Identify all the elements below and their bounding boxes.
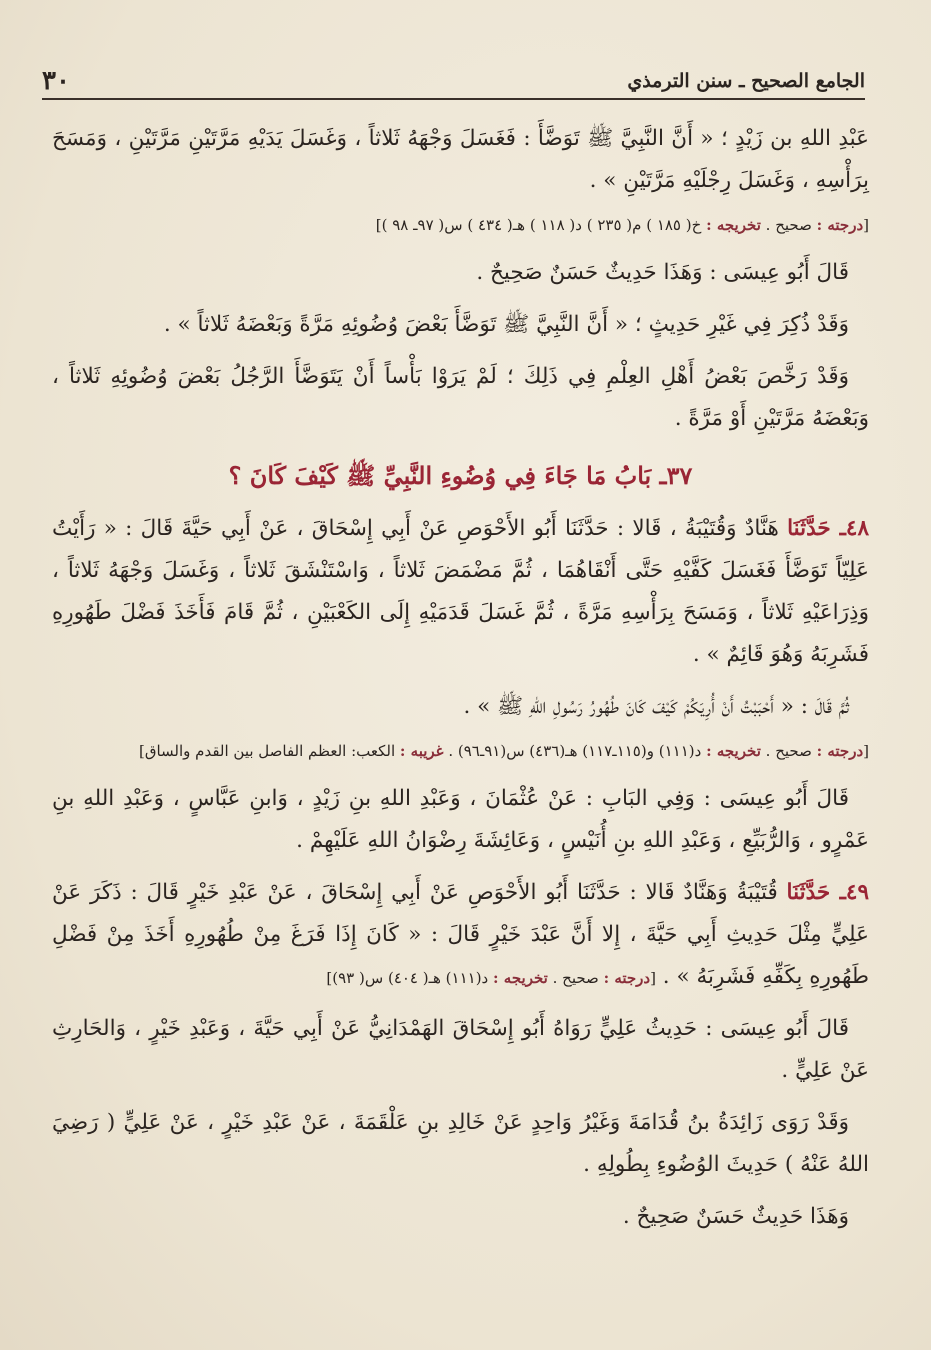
page-number: ٣٠ [42,66,70,96]
takhrij-label: تخريجه : [706,216,761,234]
grade-label: درجته : [603,969,651,987]
grade-label: درجته : [816,216,864,234]
grading-note: [درجته : صحيح . تخريجه : خ( ١٨٥ ) م( ٢٣٥ ) د( ١١٨ ) هـ( ٤٣٤ ) س( ٩٧ـ ٩٨ )] [375,216,869,234]
grade-value: صحيح . [552,969,599,987]
hadith-48-number: ٤٨ـ حَدَّثَنَا [787,516,870,541]
grading-note: [درجته : صحيح . تخريجه : د(١١١) هـ( ٤٠٤) س( ٩٣)] [326,969,656,987]
chapter-heading: ٣٧ـ بَابُ مَا جَاءَ فِي وُضُوءِ النَّبِيِّ ﷺ كَيْفَ كَانَ ؟ [228,461,693,490]
paragraph-note: وَقَدْ ذُكِرَ فِي غَيْرِ حَدِيثٍ ؛ « أَنَّ النَّبِيَّ ﷺ تَوَضَّأَ بَعْضَ وُضُوئِهِ مَرَّةً وَبَعْضَهُ ثَلاثاً » . [163,312,849,337]
takhrij-label: تخريجه : [706,742,761,760]
hadith-48-text: هَنَّادٌ وَقُتَيْبَةُ ، قَالا : حَدَّثَنَا أَبُو الأَحْوَصِ عَنْ أَبِي إِسْحَاقَ ، عَنْ أَبِي حَيَّةَ قَالَ : « رَأَيْتُ عَلِيّاً تَوَضَّأَ فَغَسَلَ كَفَّيْهِ حَتَّى أَنْقَاهُمَا ، ثُمَّ مَضْمَضَ ثَلاثاً ، وَاسْتَنْشَقَ ثَلاثاً ، وَغَسَلَ وَجْهَهُ ثَلاثاً ، وَذِرَاعَيْهِ ثَلاثاً ، وَمَسَحَ بِرَأْسِهِ مَرَّةً ، ثُمَّ غَسَلَ قَدَمَيْهِ إِلَى الكَعْبَيْنِ ، ثُمَّ قَامَ فَأَخَذَ فَضْلَ طَهُورِهِ فَشَرِبَهُ وَهُوَ قَائِمٌ » . [52,516,869,667]
hadith-49-number: ٤٩ـ حَدَّثَنَا [786,880,869,905]
grade-value: صحيح . [765,216,812,234]
takhrij-value: خ( ١٨٥ ) م( ٢٣٥ ) د( ١١٨ ) هـ( ٤٣٤ ) س( ٩٧ـ ٩٨ ) [381,216,702,234]
paragraph-scholars: وَقَدْ رَخَّصَ بَعْضُ أَهْلِ العِلْمِ فِي ذَلِكَ ؛ لَمْ يَرَوْا بَأْساً أَنْ يَتَوَضَّأَ الرَّجُلُ بَعْضَ وُضُوئِهِ ثَلاثاً ، وَبَعْضَهُ مَرَّتَيْنِ أَوْ مَرَّةً . [52,364,869,431]
book-title: الجامع الصحيح ـ سنن الترمذي [627,70,865,92]
gharib-value: الكعب: العظم الفاصل بين القدم والساق [144,742,396,760]
hadith-49-text: قُتَيْبَةُ وَهَنَّادٌ قَالا : حَدَّثَنَا أَبُو الأَحْوَصِ عَنْ أَبِي إِسْحَاقَ ، عَنْ عَبْدِ خَيْرٍ قَالَ : ذَكَرَ عَنْ عَلِيٍّ مِثْلَ حَدِيثِ أَبِي حَيَّةَ ، إِلا أَنَّ عَبْدَ خَيْرٍ قَالَ : « كَانَ إِذَا فَرَغَ مِنْ طُهُورِهِ أَخَذَ مِنْ فَضْلِ طَهُورِهِ بِكَفِّهِ فَشَرِبَهُ » . [52,880,869,989]
paragraph-quote: ثُمَّ قَالَ : « أَحْبَبْتُ أَنْ أُرِيَكُمْ كَيْفَ كَانَ طُهُورُ رَسُولِ اللهِ ﷺ » . [463,694,849,719]
page-body [52,118,869,1248]
paragraph-hadith-continuation: عَبْدِ اللهِ بن زَيْدٍ ؛ « أَنَّ النَّبِيَّ ﷺ تَوَضَّأَ : فَغَسَلَ وَجْهَهُ ثَلاثاً ، وَغَسَلَ يَدَيْهِ مَرَّتَيْنِ مَرَّتَيْنِ ، وَمَسَحَ بِرَأْسِهِ ، وَغَسَلَ رِجْلَيْهِ مَرَّتَيْنِ » . [52,126,869,193]
paragraph-comment: قَالَ أَبُو عِيسَى : وَهَذَا حَدِيثٌ حَسَنٌ صَحِيحٌ . [476,260,849,285]
gharib-label: غريبه : [399,742,444,760]
paragraph-grade: وَهَذَا حَدِيثٌ حَسَنٌ صَحِيحٌ . [622,1204,849,1229]
takhrij-label: تخريجه : [493,969,548,987]
takhrij-value: د(١١١) هـ( ٤٠٤) س( ٩٣) [332,969,489,987]
grading-note: [درجته : صحيح . تخريجه : د(١١١) و(١١٥ـ١١٧) هـ(٤٣٦) س(٩١ـ٩٦) . غريبه : الكعب: العظم الفاصل بين القدم والساق] [138,742,869,760]
hadith-48 [52,508,869,676]
running-header [42,58,865,100]
paragraph-in-chapter: قَالَ أَبُو عِيسَى : وَفِي البَابِ : عَنْ عُثْمَانَ ، وَعَبْدِ اللهِ بنِ زَيْدٍ ، وَابنِ عَبَّاسٍ ، وَعَبْدِ اللهِ بنِ عَمْرٍو ، وَالرُّبَيِّعِ ، وَعَبْدِ اللهِ بنِ أُنَيْسٍ ، وَعَائِشَةَ رِضْوَانُ اللهِ عَلَيْهِمْ . [52,786,869,853]
hadith-49 [52,872,869,998]
paragraph-comment: قَالَ أَبُو عِيسَى : حَدِيثُ عَلِيٍّ رَوَاهُ أَبُو إِسْحَاقَ الهَمْدَانِيُّ عَنْ أَبِي حَيَّةَ ، وَعَبْدِ خَيْرٍ ، وَالحَارِثِ عَنْ عَلِيٍّ . [52,1016,869,1083]
grade-label: درجته : [816,742,864,760]
takhrij-value: د(١١١) و(١١٥ـ١١٧) هـ(٤٣٦) س(٩١ـ٩٦) . [448,742,702,760]
paragraph-narration: وَقَدْ رَوَى زَائِدَةُ بنُ قُدَامَةَ وَغَيْرُ وَاحِدٍ عَنْ خَالِدِ بنِ عَلْقَمَةَ ، عَنْ عَبْدِ خَيْرٍ ، عَنْ عَلِيٍّ ( رَضِيَ اللهُ عَنْهُ ) حَدِيثَ الوُضُوءِ بِطُولِهِ . [52,1110,869,1177]
grade-value: صحيح . [765,742,812,760]
